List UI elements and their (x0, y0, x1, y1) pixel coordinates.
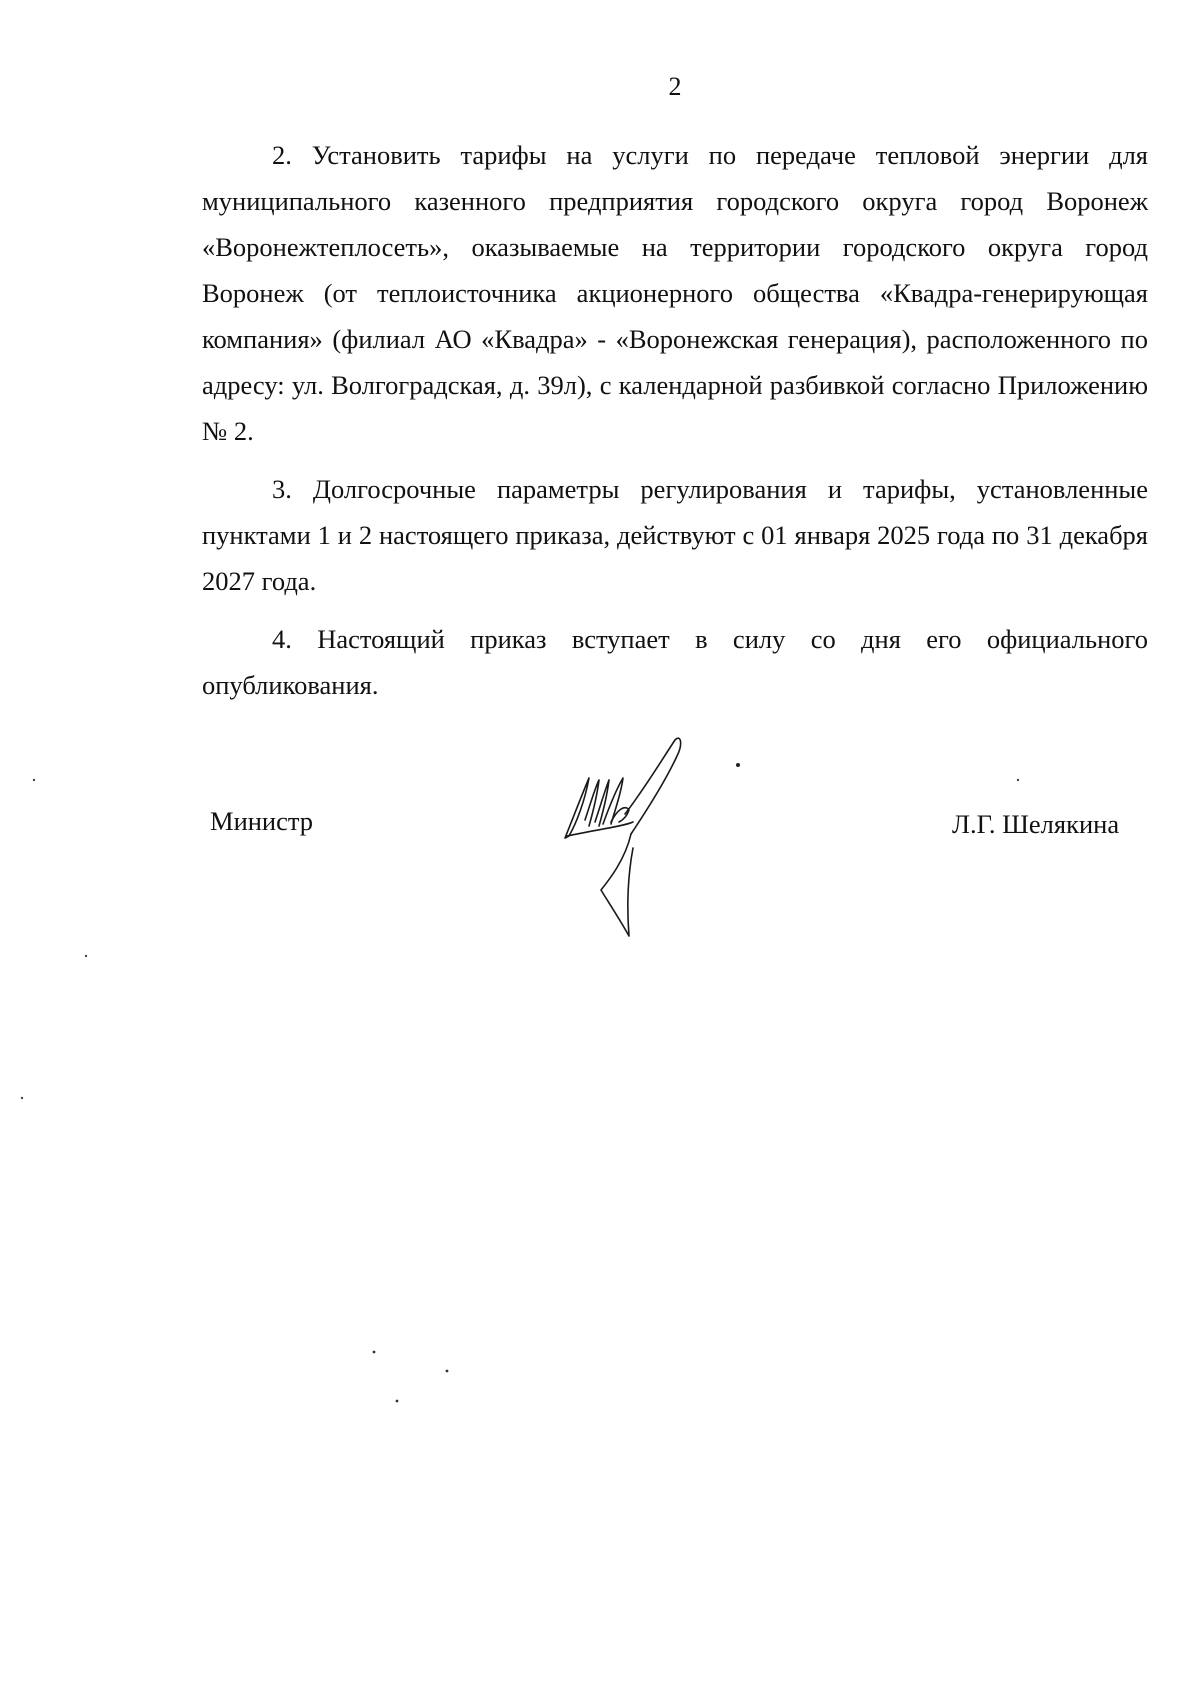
signatory-name: Л.Г. Шелякина (952, 809, 1120, 839)
paragraph-4: 4. Настоящий приказ вступает в силу со дня его официального опубликования. (202, 624, 1148, 700)
paragraph-3: 3. Долгосрочные параметры регулирования и тарифы, установленные пунктами 1 и 2 настоящего приказа, действуют с 01 января 2025 года по 31 декабря 2027 года. (202, 474, 1148, 596)
signatory-title: Министр (210, 806, 314, 836)
paragraph-2: 2. Установить тарифы на услуги по передаче тепловой энергии для муниципального казенного предприятия городского округа город Воронеж «Воронежтеплосеть», оказываемые на территории городского округа город Воронеж (от теплоисточника акционерного общества «Квадра-генерирующая компания» (филиал АО «Квадра» - «Воронежская генерация), расположенного по адресу: ул. Волгоградская, д. 39л), с календарной разбивкой согласно Приложению № 2. (202, 140, 1148, 446)
handwritten-signature-icon (555, 730, 755, 940)
document-body (202, 132, 1148, 720)
page-number: 2 (668, 72, 682, 101)
